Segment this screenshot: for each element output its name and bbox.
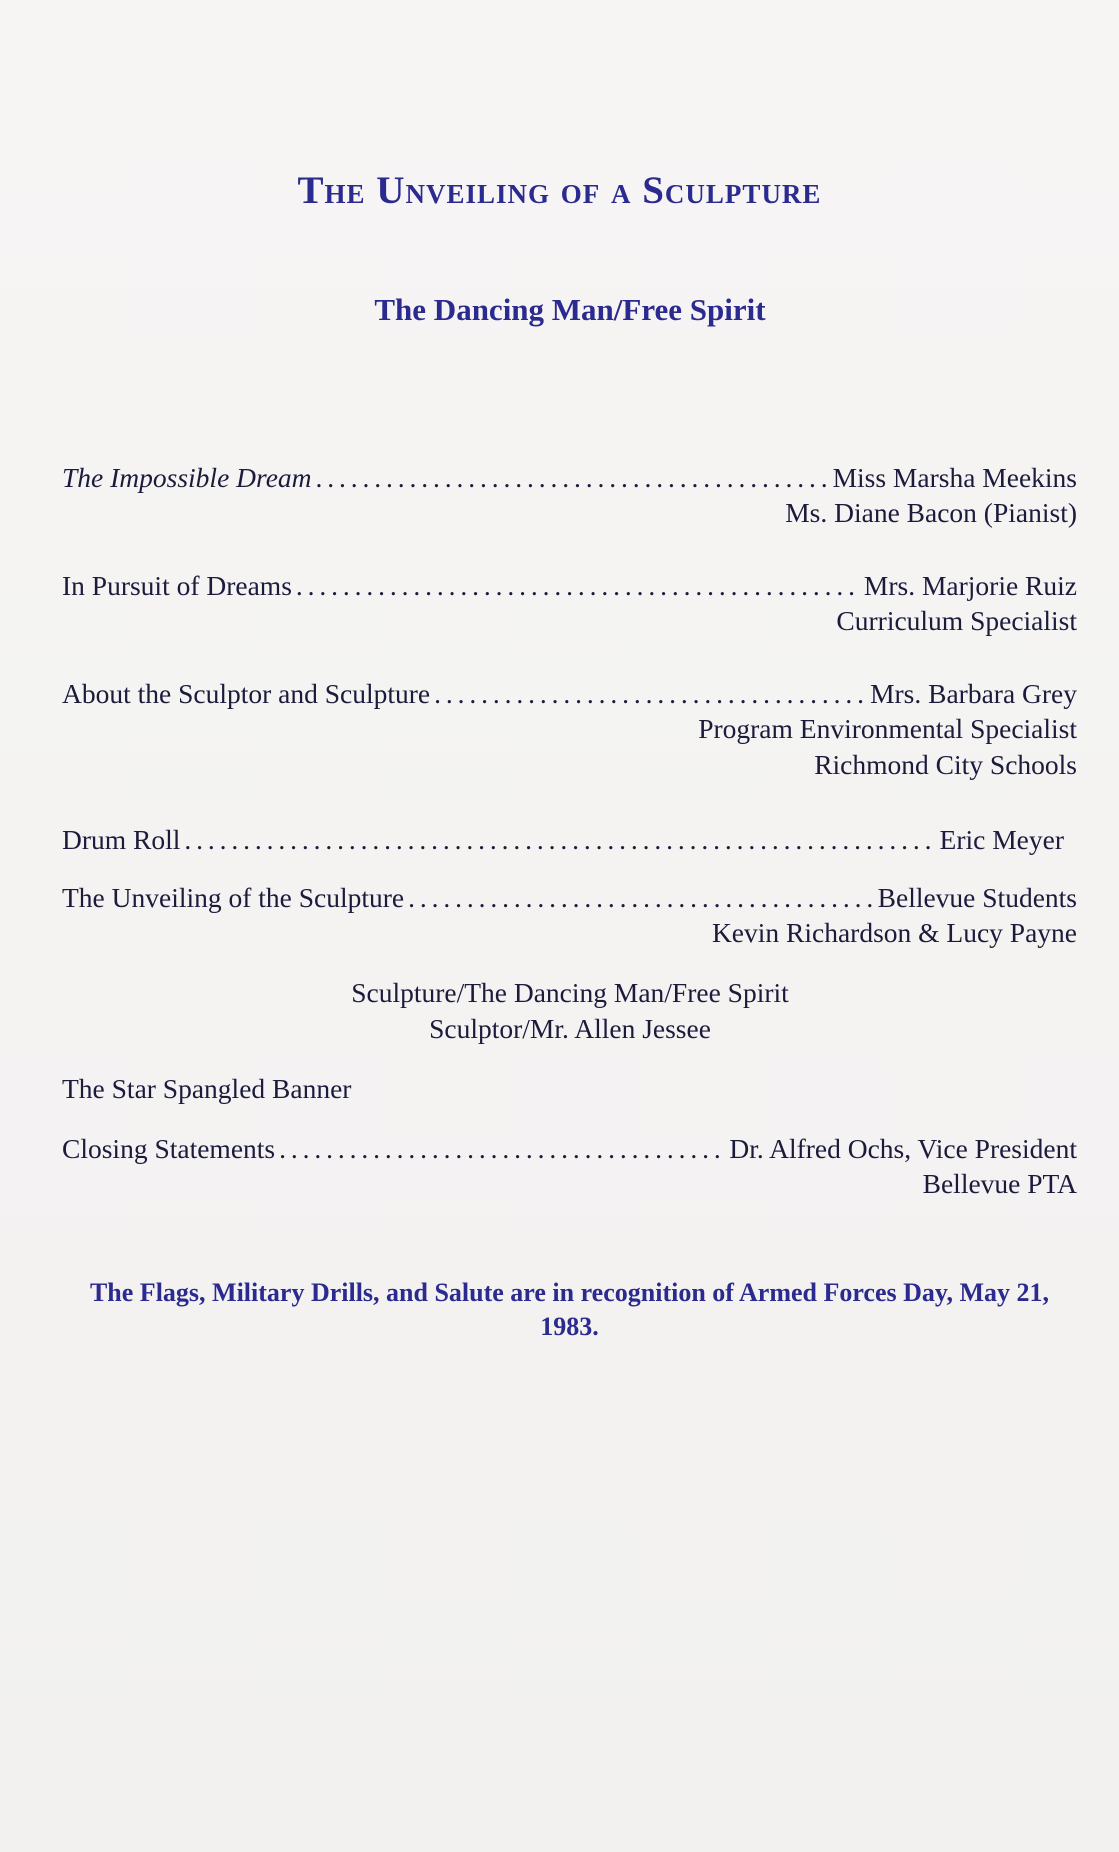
program-item-label: Drum Roll (62, 824, 181, 855)
program-item-detail: Curriculum Specialist (836, 605, 1077, 636)
program-item-detail: Bellevue PTA (922, 1168, 1077, 1199)
program-item-detail: Ms. Diane Bacon (Pianist) (785, 497, 1077, 528)
program-item-label: Closing Statements (62, 1133, 276, 1164)
program-item-performer: Mrs. Barbara Grey (870, 678, 1077, 709)
leader-dots (296, 570, 860, 602)
page-title: The Unveiling of a Sculpture (297, 169, 822, 212)
program-item-closing (62, 1133, 1077, 1165)
program-item-anthem: The Star Spangled Banner (62, 1073, 352, 1104)
leader-dots (316, 462, 829, 494)
armed-forces-note: The Flags, Military Drills, and Salute are in recognition of Armed Forces Day, May 21, 1983. (89, 1278, 1050, 1341)
program-item-performer: Eric Meyer (939, 824, 1064, 855)
leader-dots (279, 1133, 725, 1165)
sculptor-line: Sculptor/Mr. Allen Jessee (429, 1013, 711, 1044)
program-item-unveiling (62, 882, 1077, 914)
program-item-label: In Pursuit of Dreams (62, 570, 292, 601)
leader-dots (434, 678, 866, 710)
program-item-detail: Kevin Richardson & Lucy Payne (711, 917, 1077, 948)
program-item-pursuit-of-dreams (62, 570, 1077, 602)
leader-dots (408, 882, 874, 914)
program-item-label: About the Sculptor and Sculpture (62, 678, 431, 709)
program-item-detail: Program Environmental Specialist (698, 713, 1077, 744)
leader-dots (184, 824, 935, 856)
program-item-label: The Unveiling of the Sculpture (62, 882, 405, 913)
program-item-performer: Bellevue Students (877, 882, 1077, 913)
program-item-performer: Dr. Alfred Ochs, Vice President (729, 1133, 1077, 1164)
program-item-about-sculptor (62, 678, 1077, 710)
program-item-performer: Miss Marsha Meekins (832, 462, 1077, 493)
program-item-impossible-dream (62, 462, 1077, 494)
page-subtitle: The Dancing Man/Free Spirit (374, 292, 766, 327)
program-item-detail: Richmond City Schools (814, 749, 1077, 780)
sculpture-line: Sculpture/The Dancing Man/Free Spirit (351, 977, 789, 1008)
program-item-drum-roll (62, 824, 1064, 856)
program-item-performer: Mrs. Marjorie Ruiz (863, 570, 1077, 601)
program-item-label: The Impossible Dream (62, 462, 312, 493)
